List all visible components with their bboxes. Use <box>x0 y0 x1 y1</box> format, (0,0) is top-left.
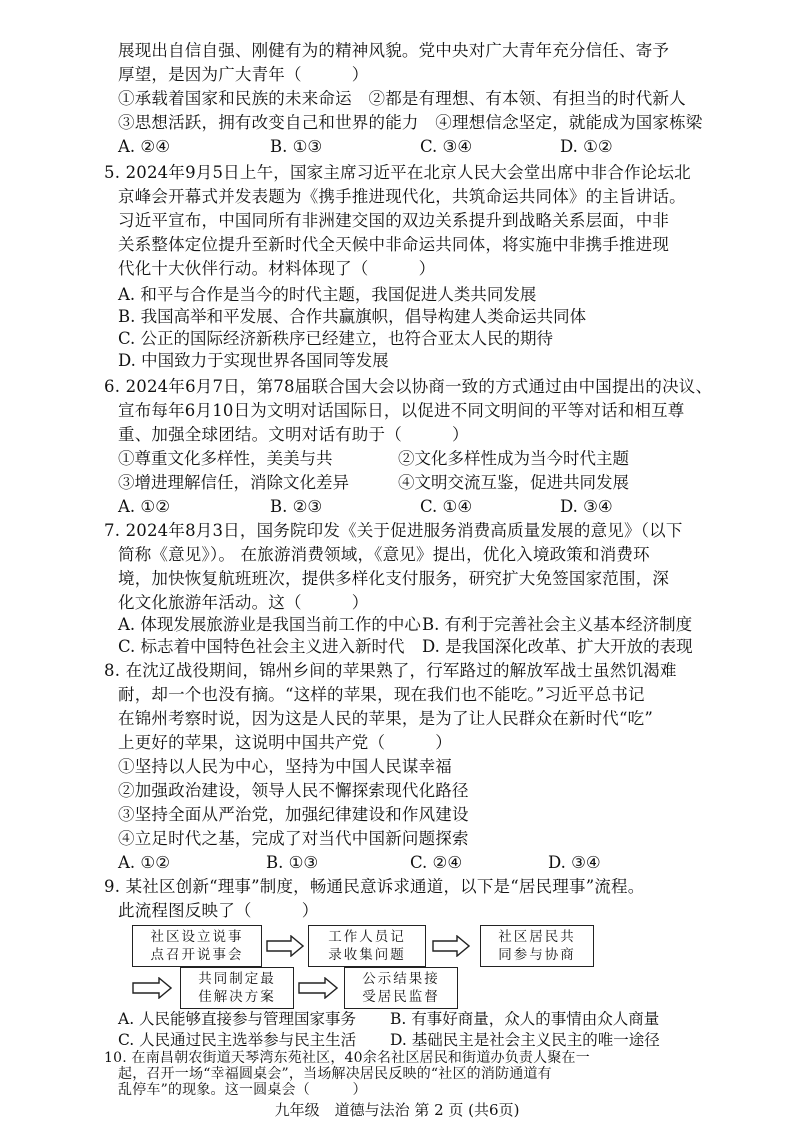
q6-option: A. ①② <box>118 497 170 516</box>
q9-option: C. 人民通过民主选举参与民主生活 <box>118 1031 357 1049</box>
q6-option: B. ②③ <box>270 497 323 516</box>
q8-line: 8. 在沈辽战役期间，锦州乡间的苹果熟了，行军路过的解放军战士虽然饥渴难 <box>104 661 677 680</box>
q8-option: A. ①② <box>118 853 170 872</box>
q10-line: 10. 在南昌朝农街道天琴湾东苑社区，40余名社区居民和街道办负责人聚在一 <box>104 1050 590 1066</box>
q4-line: ①承载着国家和民族的未来命运 ②都是有理想、有本领、有担当的时代新人 <box>118 89 686 108</box>
q4-line: ③思想活跃，拥有改变自己和世界的能力 ④理想信念坚定，就能成为国家栋梁 <box>118 113 703 132</box>
q9-line: 此流程图反映了（ ） <box>118 901 319 920</box>
q6-item: ①尊重文化多样性，美美与共 <box>118 449 333 468</box>
flow-step-1 <box>132 925 262 967</box>
q6-item: ④文明交流互鉴，促进共同发展 <box>398 473 629 492</box>
flow-step-1-line: 社区设立说事 <box>150 929 244 945</box>
flow-step-3 <box>480 925 594 967</box>
q7-line: 简称《意见》）。 在旅游消费领域，《意见》提出，优化入境政策和消费环 <box>118 545 650 564</box>
q7-option: A. 体现发展旅游业是我国当前工作的中心 <box>118 615 421 634</box>
flow-step-5-line: 公示结果接 <box>362 971 440 987</box>
q6-item: ②文化多样性成为当今时代主题 <box>398 449 629 468</box>
q5-line: 习近平宣布，中国同所有非洲建交国的双边关系提升到战略关系层面，中非 <box>118 211 670 230</box>
q6-line: 重、加强全球团结。文明对话有助于（ ） <box>118 425 469 444</box>
flow-step-4 <box>180 967 294 1009</box>
q10-line: 乱停车”的现象。这一圆桌会（ ） <box>118 1082 367 1098</box>
flow-arrow-icon <box>432 935 470 957</box>
q9-option: B. 有事好商量，众人的事情由众人商量 <box>390 1010 660 1028</box>
flow-arrow-icon <box>266 935 304 957</box>
q6-option: D. ③④ <box>560 497 613 516</box>
q6-line: 宣布每年6月10日为文明对话国际日，以促进不同文明间的平等对话和相互尊 <box>118 401 685 420</box>
q10-line: 起，召开一场“幸福圆桌会”，当场解决居民反映的“社区的消防通道有 <box>118 1066 552 1082</box>
flow-arrow-icon <box>132 977 172 999</box>
q5-option: D. 中国致力于实现世界各国同等发展 <box>118 351 389 370</box>
q5-line: 京峰会开幕式并发表题为《携手推进现代化，共筑命运共同体》的主旨讲话。 <box>118 187 686 206</box>
q8-line: 耐，却一个也没有摘。“这样的苹果，现在我们也不能吃。”习近平总书记 <box>118 685 645 704</box>
q5-option: A. 和平与合作是当今的时代主题，我国促进人类共同发展 <box>118 285 537 304</box>
flow-arrow-icon <box>298 977 338 999</box>
q4-line: 展现出自信自强、刚健有为的精神风貌。党中央对广大青年充分信任、寄予 <box>118 41 670 60</box>
flow-step-3-line: 社区居民共 <box>498 929 576 945</box>
q5-option: C. 公正的国际经济新秩序已经建立，也符合亚太人民的期待 <box>118 329 554 348</box>
flow-step-2-line: 录收集问题 <box>328 947 406 963</box>
q8-option: C. ②④ <box>410 853 463 872</box>
q7-option: C. 标志着中国特色社会主义进入新时代 <box>118 637 405 656</box>
q6-item: ③增进理解信任，消除文化差异 <box>118 473 349 492</box>
q5-line: 5. 2024年9月5日上午，国家主席习近平在北京人民大会堂出席中非合作论坛北 <box>104 163 691 182</box>
q7-line: 7. 2024年8月3日，国务院印发《关于促进服务消费高质量发展的意见》（以下 <box>104 521 683 540</box>
flow-step-2 <box>308 925 426 967</box>
q9-line: 9. 某社区创新“理事”制度，畅通民意诉求通道，以下是“居民理事”流程。 <box>104 877 645 896</box>
q8-item: ④立足时代之基，完成了对当代中国新问题探索 <box>118 829 469 848</box>
q8-option: D. ③④ <box>548 853 601 872</box>
q8-item: ②加强政治建设，领导人民不懈探索现代化路径 <box>118 781 469 800</box>
q7-line: 境，加快恢复航班班次，提供多样化支付服务，研究扩大免签国家范围，深 <box>118 569 670 588</box>
q7-line: 化文化旅游年活动。这（ ） <box>118 593 369 612</box>
page-footer: 九年级 道德与法治 第 2 页 (共6页) <box>274 1101 520 1119</box>
q4-line: 厚望，是因为广大青年（ ） <box>118 65 369 84</box>
flow-step-4-line: 佳解决方案 <box>198 989 276 1005</box>
flow-step-5-line: 受居民监督 <box>362 989 440 1005</box>
q8-item: ③坚持全面从严治党，加强纪律建设和作风建设 <box>118 805 469 824</box>
flow-step-2-line: 工作人员记 <box>328 929 406 945</box>
q8-line: 上更好的苹果，这说明中国共产党（ ） <box>118 733 452 752</box>
q7-option: B. 有利于完善社会主义基本经济制度 <box>422 615 693 634</box>
q5-line: 代化十大伙伴行动。材料体现了（ ） <box>118 259 436 278</box>
q7-option: D. 是我国深化改革、扩大开放的表现 <box>422 637 693 656</box>
q9-option: A. 人民能够直接参与管理国家事务 <box>118 1010 357 1028</box>
q4-option: C. ③④ <box>420 137 473 156</box>
flow-step-5 <box>344 967 458 1009</box>
q4-option: A. ②④ <box>118 137 170 156</box>
q8-item: ①坚持以人民为中心，坚持为中国人民谋幸福 <box>118 757 452 776</box>
q9-option: D. 基础民主是社会主义民主的唯一途径 <box>390 1031 660 1049</box>
q4-option: D. ①② <box>560 137 613 156</box>
q5-line: 关系整体定位提升至新时代全天候中非命运共同体，将实施中非携手推进现 <box>118 235 670 254</box>
q6-option: C. ①④ <box>420 497 473 516</box>
flow-step-4-line: 共同制定最 <box>198 971 276 987</box>
q6-line: 6. 2024年6月7日，第78届联合国大会以协商一致的方式通过由中国提出的决议、 <box>104 377 713 396</box>
q8-option: B. ①③ <box>266 853 319 872</box>
q5-option: B. 我国高举和平发展、合作共赢旗帜，倡导构建人类命运共同体 <box>118 307 587 326</box>
flow-step-1-line: 点召开说事会 <box>150 947 244 963</box>
q4-option: B. ①③ <box>270 137 323 156</box>
flow-step-3-line: 同参与协商 <box>498 947 576 963</box>
q8-line: 在锦州考察时说，因为这是人民的苹果，是为了让人民群众在新时代“吃” <box>118 709 653 728</box>
